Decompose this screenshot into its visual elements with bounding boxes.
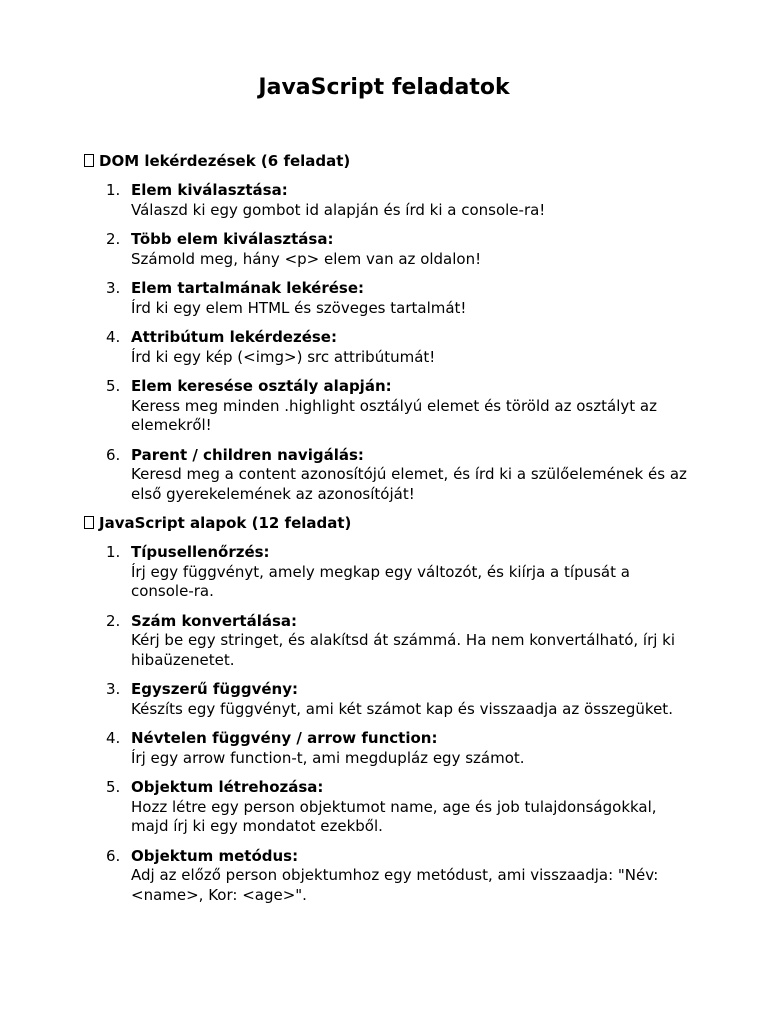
list-item [0, 847, 768, 906]
task-description: Hozz létre egy person objektumot name, age és job tulajdonságokkal, majd írj ki egy mondatot ezekből. [131, 797, 657, 835]
list-item [0, 446, 768, 505]
section-heading-js-basics [84, 513, 351, 533]
task-number: 2. [106, 611, 121, 630]
list-item [0, 181, 768, 220]
task-title: Egyszerű függvény: [131, 680, 298, 698]
task-number: 3. [106, 680, 121, 698]
list-item [0, 543, 768, 602]
list-item [0, 778, 768, 837]
list-item [0, 612, 768, 671]
task-title: Elem keresése osztály alapján: [131, 377, 392, 395]
task-title: Szám konvertálása: [131, 611, 298, 630]
page-title: JavaScript feladatok [258, 75, 510, 100]
task-number: 5. [106, 778, 121, 796]
list-item [0, 230, 768, 269]
list-item [0, 680, 768, 719]
task-number: 4. [106, 328, 121, 346]
task-description: Írd ki egy elem HTML és szöveges tartalmát! [131, 298, 467, 317]
task-description: Keresd meg a content azonosítójú elemet, és írd ki a szülőelemének és az első gyerekelemének az azonosítóját! [131, 465, 687, 503]
task-description: Írj egy arrow function-t, ami megdupláz egy számot. [131, 748, 525, 767]
section-heading-text: DOM lekérdezések (6 feladat) [99, 152, 351, 170]
task-number: 3. [106, 279, 121, 297]
task-description: Keress meg minden .highlight osztályú elemet és töröld az osztályt az elemekről! [131, 396, 657, 434]
task-description: Készíts egy függvényt, ami két számot kap és visszaadja az összegüket. [131, 699, 673, 718]
task-number: 6. [106, 445, 121, 464]
document-icon [84, 154, 94, 167]
list-item [0, 729, 768, 768]
task-number: 2. [106, 230, 121, 248]
task-title: Típusellenőrzés: [131, 543, 270, 561]
task-title: Objektum létrehozása: [131, 778, 324, 796]
task-description: Kérj be egy stringet, és alakítsd át számmá. Ha nem konvertálható, írj ki hibaüzenetet. [131, 631, 676, 669]
task-title: Attribútum lekérdezése: [131, 328, 337, 346]
task-title: Több elem kiválasztása: [131, 230, 334, 248]
task-description: Írj egy függvényt, amely megkap egy változót, és kiírja a típusát a console-ra. [131, 562, 630, 600]
task-number: 6. [106, 846, 121, 865]
task-number: 1. [106, 543, 121, 561]
task-title: Objektum metódus: [131, 846, 299, 865]
document-icon [84, 516, 94, 529]
list-item [0, 328, 768, 367]
task-title: Elem kiválasztása: [131, 181, 288, 199]
task-title: Parent / children navigálás: [131, 445, 364, 464]
task-description: Írd ki egy kép (<img>) src attribútumát! [131, 347, 436, 366]
task-title: Névtelen függvény / arrow function: [131, 729, 438, 747]
task-title: Elem tartalmának lekérése: [131, 279, 365, 297]
task-list-dom [0, 181, 768, 504]
list-item [0, 279, 768, 318]
task-number: 5. [106, 377, 121, 395]
task-list-js-basics [0, 543, 768, 905]
section-heading-text: JavaScript alapok (12 feladat) [99, 514, 352, 532]
section-heading-dom [84, 151, 350, 171]
task-description: Válaszd ki egy gombot id alapján és írd ki a console-ra! [131, 200, 546, 219]
task-description: Adj az előző person objektumhoz egy metódust, ami visszaadja: "Név: <name>, Kor: <age>". [131, 866, 659, 904]
list-item [0, 377, 768, 436]
task-number: 4. [106, 729, 121, 747]
task-number: 1. [106, 181, 121, 199]
task-description: Számold meg, hány <p> elem van az oldalon! [131, 249, 482, 268]
